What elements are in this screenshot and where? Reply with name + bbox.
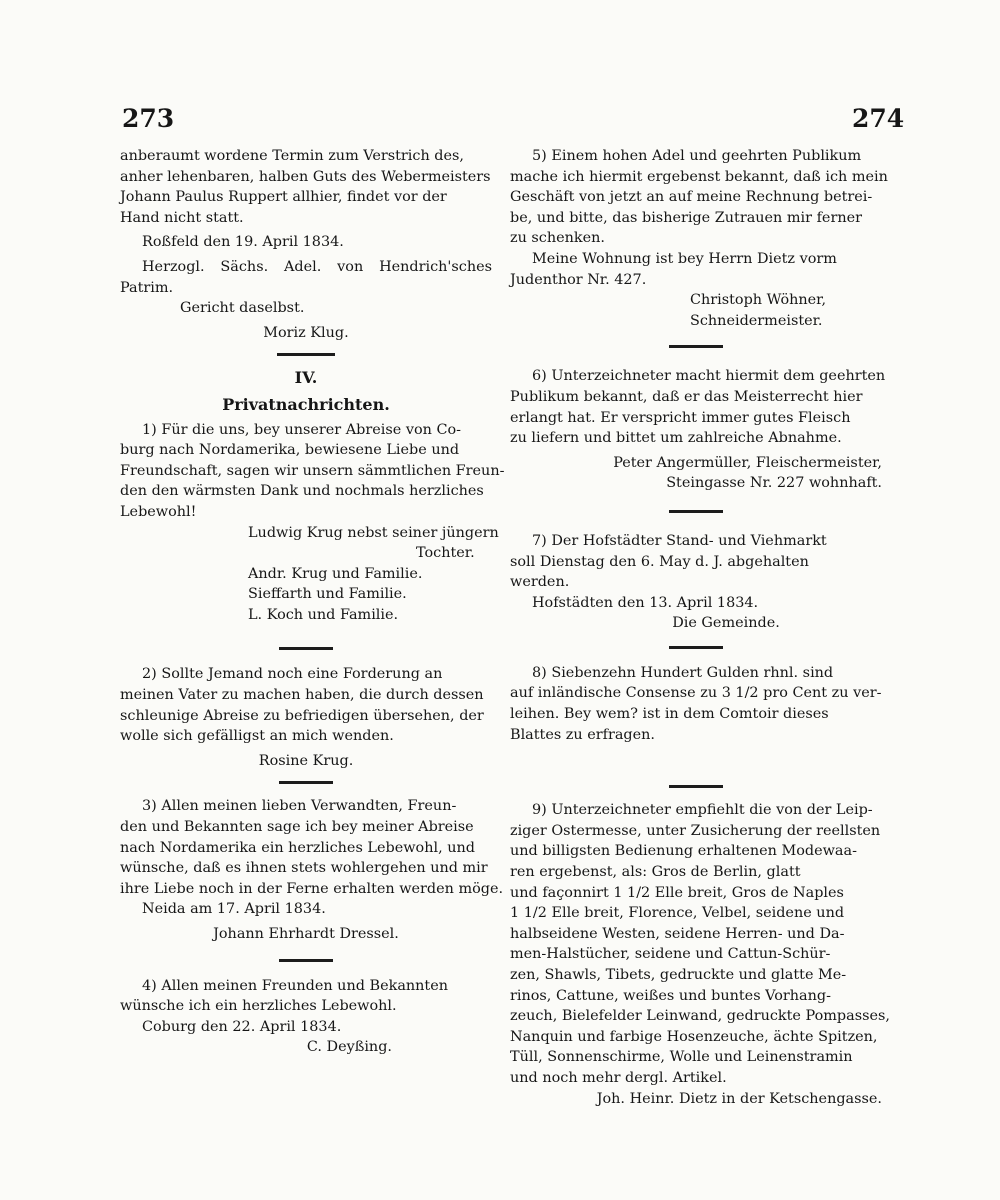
address <box>510 249 882 290</box>
text-line: 6) Unterzeichneter macht hiermit dem geehrten <box>532 368 886 385</box>
signature: Tochter. <box>416 545 475 562</box>
text-line: zu schenken. <box>510 230 606 247</box>
signature-block <box>120 523 499 626</box>
text-line: und billigsten Bedienung erhaltenen Modewaa- <box>510 843 857 860</box>
signature: Moriz Klug. <box>263 324 349 341</box>
text-line: Lebewohl! <box>120 503 197 520</box>
signature: Rosine Krug. <box>258 752 354 769</box>
signature-block <box>510 290 882 331</box>
divider <box>279 647 333 650</box>
text-line: werden. <box>510 574 570 591</box>
text-line: nach Nordamerika ein herzliches Lebewohl, und <box>120 839 475 856</box>
text-line: halbseidene Westen, seidene Herren- und Da- <box>510 925 845 942</box>
right-column <box>510 146 890 1109</box>
text-line: meinen Vater zu machen haben, die durch dessen <box>120 687 484 704</box>
text-line: 1) Für die uns, bey unserer Abreise von Co- <box>142 421 461 438</box>
divider <box>669 345 723 348</box>
text-line: men-Halstücher, seidene und Cattun-Schür- <box>510 946 831 963</box>
text-line: den den wärmsten Dank und nochmals herzliches <box>120 483 484 500</box>
court-name-cont: Gericht daselbst. <box>180 300 305 317</box>
text-line: anher lehenbaren, halben Guts des Webermeisters <box>120 168 491 185</box>
advertisement-9 <box>510 800 890 1088</box>
signature: Schneidermeister. <box>690 312 823 329</box>
signature: Steingasse Nr. 227 wohnhaft. <box>666 475 882 492</box>
signature: C. Deyßing. <box>306 1039 392 1056</box>
text-line: mache ich hiermit ergebenst bekannt, daß ich mein <box>510 168 888 185</box>
signature: Sieffarth und Familie. <box>248 586 407 603</box>
divider <box>279 959 333 962</box>
place-date: Neida am 17. April 1834. <box>142 901 326 918</box>
text-line: 4) Allen meinen Freunden und Bekannten <box>142 977 448 994</box>
text-line: zeuch, Bielefelder Leinwand, gedruckte Pompasses, <box>510 1008 890 1025</box>
text-line: ziger Ostermesse, unter Zusicherung der reellsten <box>510 822 881 839</box>
divider <box>279 781 333 784</box>
text-line: 9) Unterzeichneter empfiehlt die von der Leip- <box>532 802 873 819</box>
divider <box>669 646 723 649</box>
text-line: rinos, Cattune, weißes und buntes Vorhang- <box>510 987 831 1004</box>
advertisement-7 <box>510 531 882 593</box>
signature: Joh. Heinr. Dietz in der Ketschengasse. <box>596 1090 882 1107</box>
text-line: Blattes zu erfragen. <box>510 726 655 743</box>
signature: Peter Angermüller, Fleischermeister, <box>613 454 882 471</box>
page-number-right: 274 <box>852 104 905 133</box>
text-line: Freundschaft, sagen wir unsern sämmtlichen Freun- <box>120 462 505 479</box>
text-line: erlangt hat. Er verspricht immer gutes Fleisch <box>510 409 851 426</box>
left-column <box>120 146 505 1058</box>
text-line: ihre Liebe noch in der Ferne erhalten werden möge. <box>120 880 504 897</box>
text-line: Judenthor Nr. 427. <box>510 271 647 288</box>
signature: Johann Ehrhardt Dressel. <box>213 926 399 942</box>
text-line: zu liefern und bittet um zahlreiche Abnahme. <box>510 430 842 447</box>
signature: Christoph Wöhner, <box>690 292 827 309</box>
text-line: Johann Paulus Ruppert allhier, findet vor der <box>120 189 447 206</box>
place-date: Hofstädten den 13. April 1834. <box>532 594 759 611</box>
text-line: 2) Sollte Jemand noch eine Forderung an <box>142 666 443 683</box>
section-numeral: IV. <box>294 368 318 388</box>
advertisement-3 <box>120 796 504 899</box>
divider <box>669 510 723 513</box>
page-number-left: 273 <box>122 104 175 133</box>
place-date: Roßfeld den 19. April 1834. <box>142 234 344 251</box>
court-name: Herzogl. Sächs. Adel. von Hendrich'sches Patrim. <box>120 258 492 296</box>
advertisement-2 <box>120 664 492 746</box>
notice-continuation <box>120 146 492 228</box>
text-line: be, und bitte, das bisherige Zutrauen mir ferner <box>510 209 862 226</box>
text-line: schleunige Abreise zu befriedigen übersehen, der <box>120 707 484 724</box>
advertisement-4 <box>120 976 492 1017</box>
text-line: auf inländische Consense zu 3 1/2 pro Cent zu ver- <box>510 685 882 702</box>
signature: Ludwig Krug nebst seiner jüngern <box>248 524 499 541</box>
advertisement-5 <box>510 146 888 249</box>
place-date: Coburg den 22. April 1834. <box>142 1018 342 1035</box>
text-line: burg nach Nordamerika, bewiesene Liebe und <box>120 442 460 459</box>
text-line: zen, Shawls, Tibets, gedruckte und glatte Me- <box>510 967 847 983</box>
text-line: und noch mehr dergl. Artikel. <box>510 1069 727 1086</box>
text-line: 7) Der Hofstädter Stand- und Viehmarkt <box>532 532 827 549</box>
text-line: wünsche, daß es ihnen stets wohlergehen und mir <box>120 860 488 877</box>
text-line: und façonnirt 1 1/2 Elle breit, Gros de Naples <box>510 884 844 901</box>
section-title: Privatnachrichten. <box>222 394 390 414</box>
text-line: 3) Allen meinen lieben Verwandten, Freun- <box>142 798 457 815</box>
signature: L. Koch und Familie. <box>248 606 399 623</box>
text-line: Hand nicht statt. <box>120 209 244 226</box>
text-line: Publikum bekannt, daß er das Meisterrecht hier <box>510 388 863 405</box>
advertisement-8 <box>510 663 882 745</box>
text-line: Nanquin und farbige Hosenzeuche, ächte Spitzen, <box>510 1028 878 1045</box>
advertisement-6 <box>510 366 886 448</box>
signature: Die Gemeinde. <box>672 615 780 632</box>
signature: Andr. Krug und Familie. <box>248 565 423 582</box>
text-line: ren ergebenst, als: Gros de Berlin, glatt <box>510 864 801 881</box>
text-line: leihen. Bey wem? ist in dem Comtoir dieses <box>510 706 829 723</box>
text-line: 8) Siebenzehn Hundert Gulden rhnl. sind <box>532 664 834 681</box>
advertisement-1 <box>120 420 505 523</box>
text-line: wünsche ich ein herzliches Lebewohl. <box>120 998 397 1015</box>
text-line: 1 1/2 Elle breit, Florence, Velbel, seidene und <box>510 905 845 922</box>
text-line: Tüll, Sonnenschirme, Wolle und Leinenstramin <box>510 1049 853 1066</box>
text-line: anberaumt wordene Termin zum Verstrich des, <box>120 148 464 164</box>
text-line: den und Bekannten sage ich bey meiner Abreise <box>120 819 474 836</box>
text-line: soll Dienstag den 6. May d. J. abgehalten <box>510 553 809 570</box>
text-line: Geschäft von jetzt an auf meine Rechnung betrei- <box>510 189 873 206</box>
section-divider <box>277 353 335 356</box>
text-line: Meine Wohnung ist bey Herrn Dietz vorm <box>532 250 837 267</box>
text-line: wolle sich gefälligst an mich wenden. <box>120 728 394 745</box>
text-line: 5) Einem hohen Adel und geehrten Publikum <box>532 148 862 164</box>
divider <box>669 785 723 788</box>
